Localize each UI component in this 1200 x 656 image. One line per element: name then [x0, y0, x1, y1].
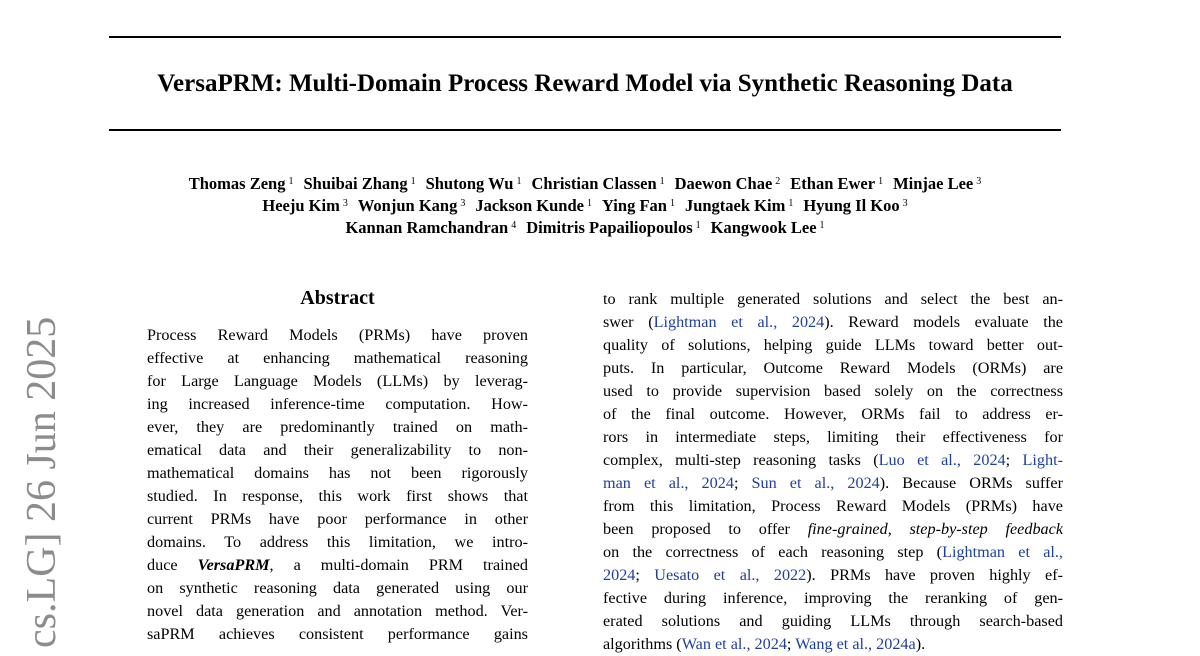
abstract-heading: Abstract: [300, 287, 375, 309]
intro-text: been proposed to offer: [603, 520, 808, 538]
affiliation-marker: 1: [788, 198, 794, 209]
author-name-text: Kannan Ramchandran: [345, 218, 509, 237]
author-line-1: [109, 173, 1061, 195]
author-name-text: Kangwook Lee: [710, 218, 817, 237]
author-name: [790, 174, 883, 193]
intro-text: swer (: [603, 313, 654, 331]
affiliation-marker: 1: [659, 176, 665, 187]
author-name: [262, 196, 347, 215]
abstract-line: novel data generation and annotation method. Ver-: [147, 602, 528, 620]
intro-line: quality of solutions, helping guide LLMs toward better out-: [603, 336, 1063, 354]
author-name: [358, 196, 466, 215]
affiliation-marker: 3: [460, 198, 466, 209]
intro-line: to rank multiple generated solutions and select the best an-: [603, 290, 1063, 308]
intro-text: ). Because ORMs suffer: [879, 474, 1063, 492]
citation-link[interactable]: Luo et al., 2024: [878, 451, 1006, 469]
intro-text: ).: [915, 635, 926, 653]
abstract-line: mathematical domains has not been rigorously: [147, 464, 528, 482]
citation-link[interactable]: Lightman et al.,: [942, 543, 1063, 561]
abstract-body: [147, 324, 528, 646]
intro-line: [603, 633, 1063, 656]
citation-link[interactable]: man et al., 2024: [603, 474, 734, 492]
author-name-text: Dimitris Papailiopoulos: [526, 218, 693, 237]
intro-text: on the correctness of each reasoning step (: [603, 543, 943, 561]
intro-text: complex, multi-step reasoning tasks (: [603, 451, 879, 469]
citation-link[interactable]: Wang et al., 2024a: [795, 635, 916, 653]
intro-line: [603, 564, 1063, 587]
intro-line: fective during inference, improving the reranking of gen-: [603, 589, 1063, 607]
author-name: [426, 174, 522, 193]
author-name-text: Wonjun Kang: [357, 196, 458, 215]
abstract-line: [147, 554, 528, 577]
intro-line: [603, 518, 1063, 541]
author-name: [303, 174, 415, 193]
intro-text: ;: [1005, 451, 1023, 469]
abstract-line: ing increased inference-time computation. How-: [147, 395, 528, 413]
affiliation-marker: 1: [669, 198, 675, 209]
intro-line: of the final outcome. However, ORMs fail to address er-: [603, 405, 1063, 423]
author-name-text: Ying Fan: [602, 196, 667, 215]
author-name: [531, 174, 664, 193]
emphasis-text: fine-grained, step-by-step feedback: [807, 520, 1063, 538]
abstract-line: studied. In response, this work first shows that: [147, 487, 528, 505]
intro-line: [603, 449, 1063, 472]
affiliation-marker: 1: [587, 198, 592, 209]
intro-line: puts. In particular, Outcome Reward Models (ORMs) are: [603, 359, 1063, 377]
author-name-text: Daewon Chae: [674, 174, 773, 193]
intro-text: algorithms (: [603, 635, 682, 653]
intro-line: [603, 311, 1063, 334]
author-name-text: Thomas Zeng: [188, 174, 286, 193]
intro-line: [603, 472, 1063, 495]
intro-text: ). PRMs have proven highly ef-: [806, 566, 1063, 584]
intro-line: rors in intermediate steps, limiting their effectiveness for: [603, 428, 1063, 446]
title-bottom-rule: [109, 129, 1061, 131]
author-name: [345, 218, 516, 237]
abstract-line: on synthetic reasoning data generated using our: [147, 579, 528, 597]
author-name-text: Jungtaek Kim: [684, 196, 786, 215]
abstract-line: domains. To address this limitation, we intro-: [147, 533, 528, 551]
affiliation-marker: 1: [516, 176, 522, 187]
author-name-text: Hyung Il Koo: [803, 196, 900, 215]
affiliation-marker: 3: [342, 198, 348, 209]
author-line-2: [109, 195, 1061, 217]
introduction-column: [603, 288, 1063, 656]
author-list: [109, 173, 1061, 239]
intro-text: ;: [786, 635, 796, 653]
intro-line: [603, 541, 1063, 564]
citation-link[interactable]: Uesato et al., 2022: [654, 566, 807, 584]
affiliation-marker: 1: [288, 176, 294, 187]
affiliation-marker: 1: [878, 176, 884, 187]
citation-link[interactable]: Wan et al., 2024: [681, 635, 787, 653]
author-name: [711, 218, 825, 237]
intro-text: ;: [635, 566, 655, 584]
citation-link[interactable]: Lightman et al., 2024: [653, 313, 825, 331]
affiliation-marker: 1: [695, 220, 701, 231]
paper-title: VersaPRM: Multi-Domain Process Reward Model via Synthetic Reasoning Data: [157, 70, 1013, 97]
author-name: [475, 196, 592, 215]
abstract-line: current PRMs have poor performance in other: [147, 510, 528, 528]
arxiv-stamp: cs.LG] 26 Jun 2025: [19, 316, 65, 648]
intro-text: ). Reward models evaluate the: [824, 313, 1063, 331]
affiliation-marker: 3: [902, 198, 908, 209]
intro-line: erated solutions and guiding LLMs through search-based: [603, 612, 1063, 630]
citation-link[interactable]: Sun et al., 2024: [751, 474, 880, 492]
abstract-line: ematical data and their generalizability to non-: [147, 441, 528, 459]
author-name: [189, 174, 294, 193]
affiliation-marker: 4: [511, 220, 517, 231]
author-name: [803, 196, 907, 215]
author-name-text: Heeju Kim: [262, 196, 340, 215]
affiliation-marker: 3: [976, 176, 982, 187]
author-name: [893, 174, 981, 193]
abstract-line: saPRM achieves consistent performance gains: [147, 625, 528, 643]
affiliation-marker: 2: [775, 176, 781, 187]
citation-link[interactable]: 2024: [603, 566, 636, 584]
versaprm-name: VersaPRM: [197, 556, 270, 574]
intro-text: ;: [733, 474, 752, 492]
author-name-text: Minjae Lee: [893, 174, 974, 193]
affiliation-marker: 1: [410, 176, 416, 187]
author-name-text: Christian Classen: [531, 174, 657, 193]
abstract-line: ever, they are predominantly trained on math-: [147, 418, 528, 436]
author-name-text: Shutong Wu: [425, 174, 514, 193]
abstract-line: effective at enhancing mathematical reasoning: [147, 349, 528, 367]
author-name-text: Shuibai Zhang: [303, 174, 408, 193]
affiliation-marker: 1: [819, 220, 825, 231]
title-top-rule: [109, 36, 1061, 38]
citation-link[interactable]: Light-: [1022, 451, 1063, 469]
author-name-text: Ethan Ewer: [790, 174, 876, 193]
abstract-text: duce: [147, 556, 198, 574]
author-name-text: Jackson Kunde: [475, 196, 584, 215]
abstract-text: , a multi-domain PRM trained: [269, 556, 528, 574]
abstract-line: for Large Language Models (LLMs) by leverag-: [147, 372, 528, 390]
author-name: [602, 196, 675, 215]
abstract-line: Process Reward Models (PRMs) have proven: [147, 326, 528, 344]
intro-line: used to provide supervision based solely on the correctness: [603, 382, 1063, 400]
author-name: [675, 174, 781, 193]
intro-line: from this limitation, Process Reward Models (PRMs) have: [603, 497, 1063, 515]
author-line-3: [109, 217, 1061, 239]
author-name: [685, 196, 793, 215]
author-name: [526, 218, 700, 237]
